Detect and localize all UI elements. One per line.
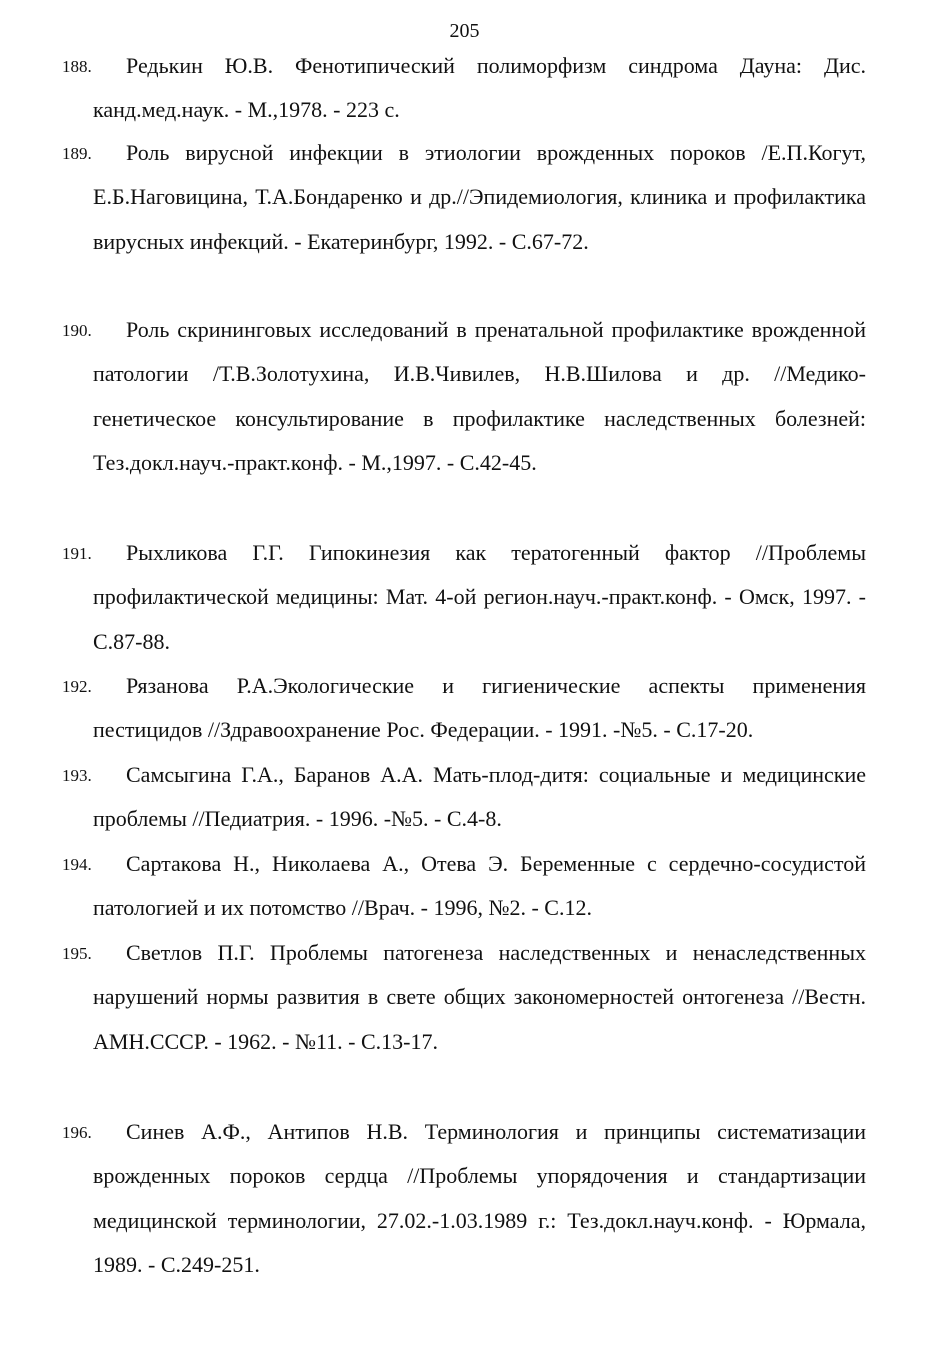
page-number: 205 (449, 20, 480, 42)
reference-number: 188. (62, 57, 92, 76)
reference-number: 194. (62, 855, 92, 874)
reference-number: 192. (62, 677, 92, 696)
reference-text: Самсыгина Г.А., Баранов А.А. Мать-плод-дитя: социальные и медицинские проблемы //Педиатрия. - 1996. -№5. - С.4-8. (93, 762, 866, 832)
reference-text: Светлов П.Г. Проблемы патогенеза наследственных и ненаследственных нарушений нормы развития в свете общих закономерностей онтогенеза //Вестн. АМН.СССР. - 1962. - №11. - С.13-17. (93, 940, 866, 1054)
reference-number: 189. (62, 144, 92, 163)
reference-189 (0, 131, 929, 264)
reference-190 (0, 308, 929, 486)
reference-number: 191. (62, 544, 92, 563)
reference-188 (0, 44, 929, 133)
reference-text: Рязанова Р.А.Экологические и гигиенические аспекты применения пестицидов //Здравоохранение Рос. Федерации. - 1991. -№5. - С.17-20. (93, 673, 866, 743)
reference-196 (0, 1110, 929, 1288)
reference-text: Сартакова Н., Николаева А., Отева Э. Беременные с сердечно-сосудистой патологией и их потомство //Врач. - 1996, №2. - С.12. (93, 851, 866, 921)
reference-text: Рыхликова Г.Г. Гипокинезия как тератогенный фактор //Проблемы профилактической медицины: Мат. 4-ой регион.науч.-практ.конф. - Омск, 1997. - С.87-88. (93, 540, 866, 654)
reference-191 (0, 531, 929, 664)
reference-193 (0, 753, 929, 842)
reference-192 (0, 664, 929, 753)
reference-number: 190. (62, 321, 92, 340)
reference-text: Редькин Ю.В. Фенотипический полиморфизм синдрома Дауна: Дис. канд.мед.наук. - М.,1978. - 223 с. (93, 53, 866, 123)
reference-text: Синев А.Ф., Антипов Н.В. Терминология и принципы систематизации врожденных пороков сердца //Проблемы упорядочения и стандартизации медицинской терминологии, 27.02.-1.03.1989 г.: Тез.докл.науч.конф. - Юрмала, 1989. - С.249-251. (93, 1119, 866, 1278)
reference-text: Роль вирусной инфекции в этиологии врожденных пороков /Е.П.Когут, Е.Б.Наговицина, Т.А.Бондаренко и др.//Эпидемиология, клиника и профилактика вирусных инфекций. - Екатеринбург, 1992. - С.67-72. (93, 140, 866, 254)
reference-number: 195. (62, 944, 92, 963)
reference-number: 196. (62, 1123, 92, 1142)
reference-195 (0, 931, 929, 1064)
reference-number: 193. (62, 766, 92, 785)
reference-text: Роль скрининговых исследований в пренатальной профилактике врожденной патологии /Т.В.Золотухина, И.В.Чивилев, Н.В.Шилова и др. //Медико-генетическое консультирование в профилактике наследственных болезней: Тез.докл.науч.-практ.конф. - М.,1997. - С.42-45. (93, 317, 866, 476)
reference-194 (0, 842, 929, 931)
